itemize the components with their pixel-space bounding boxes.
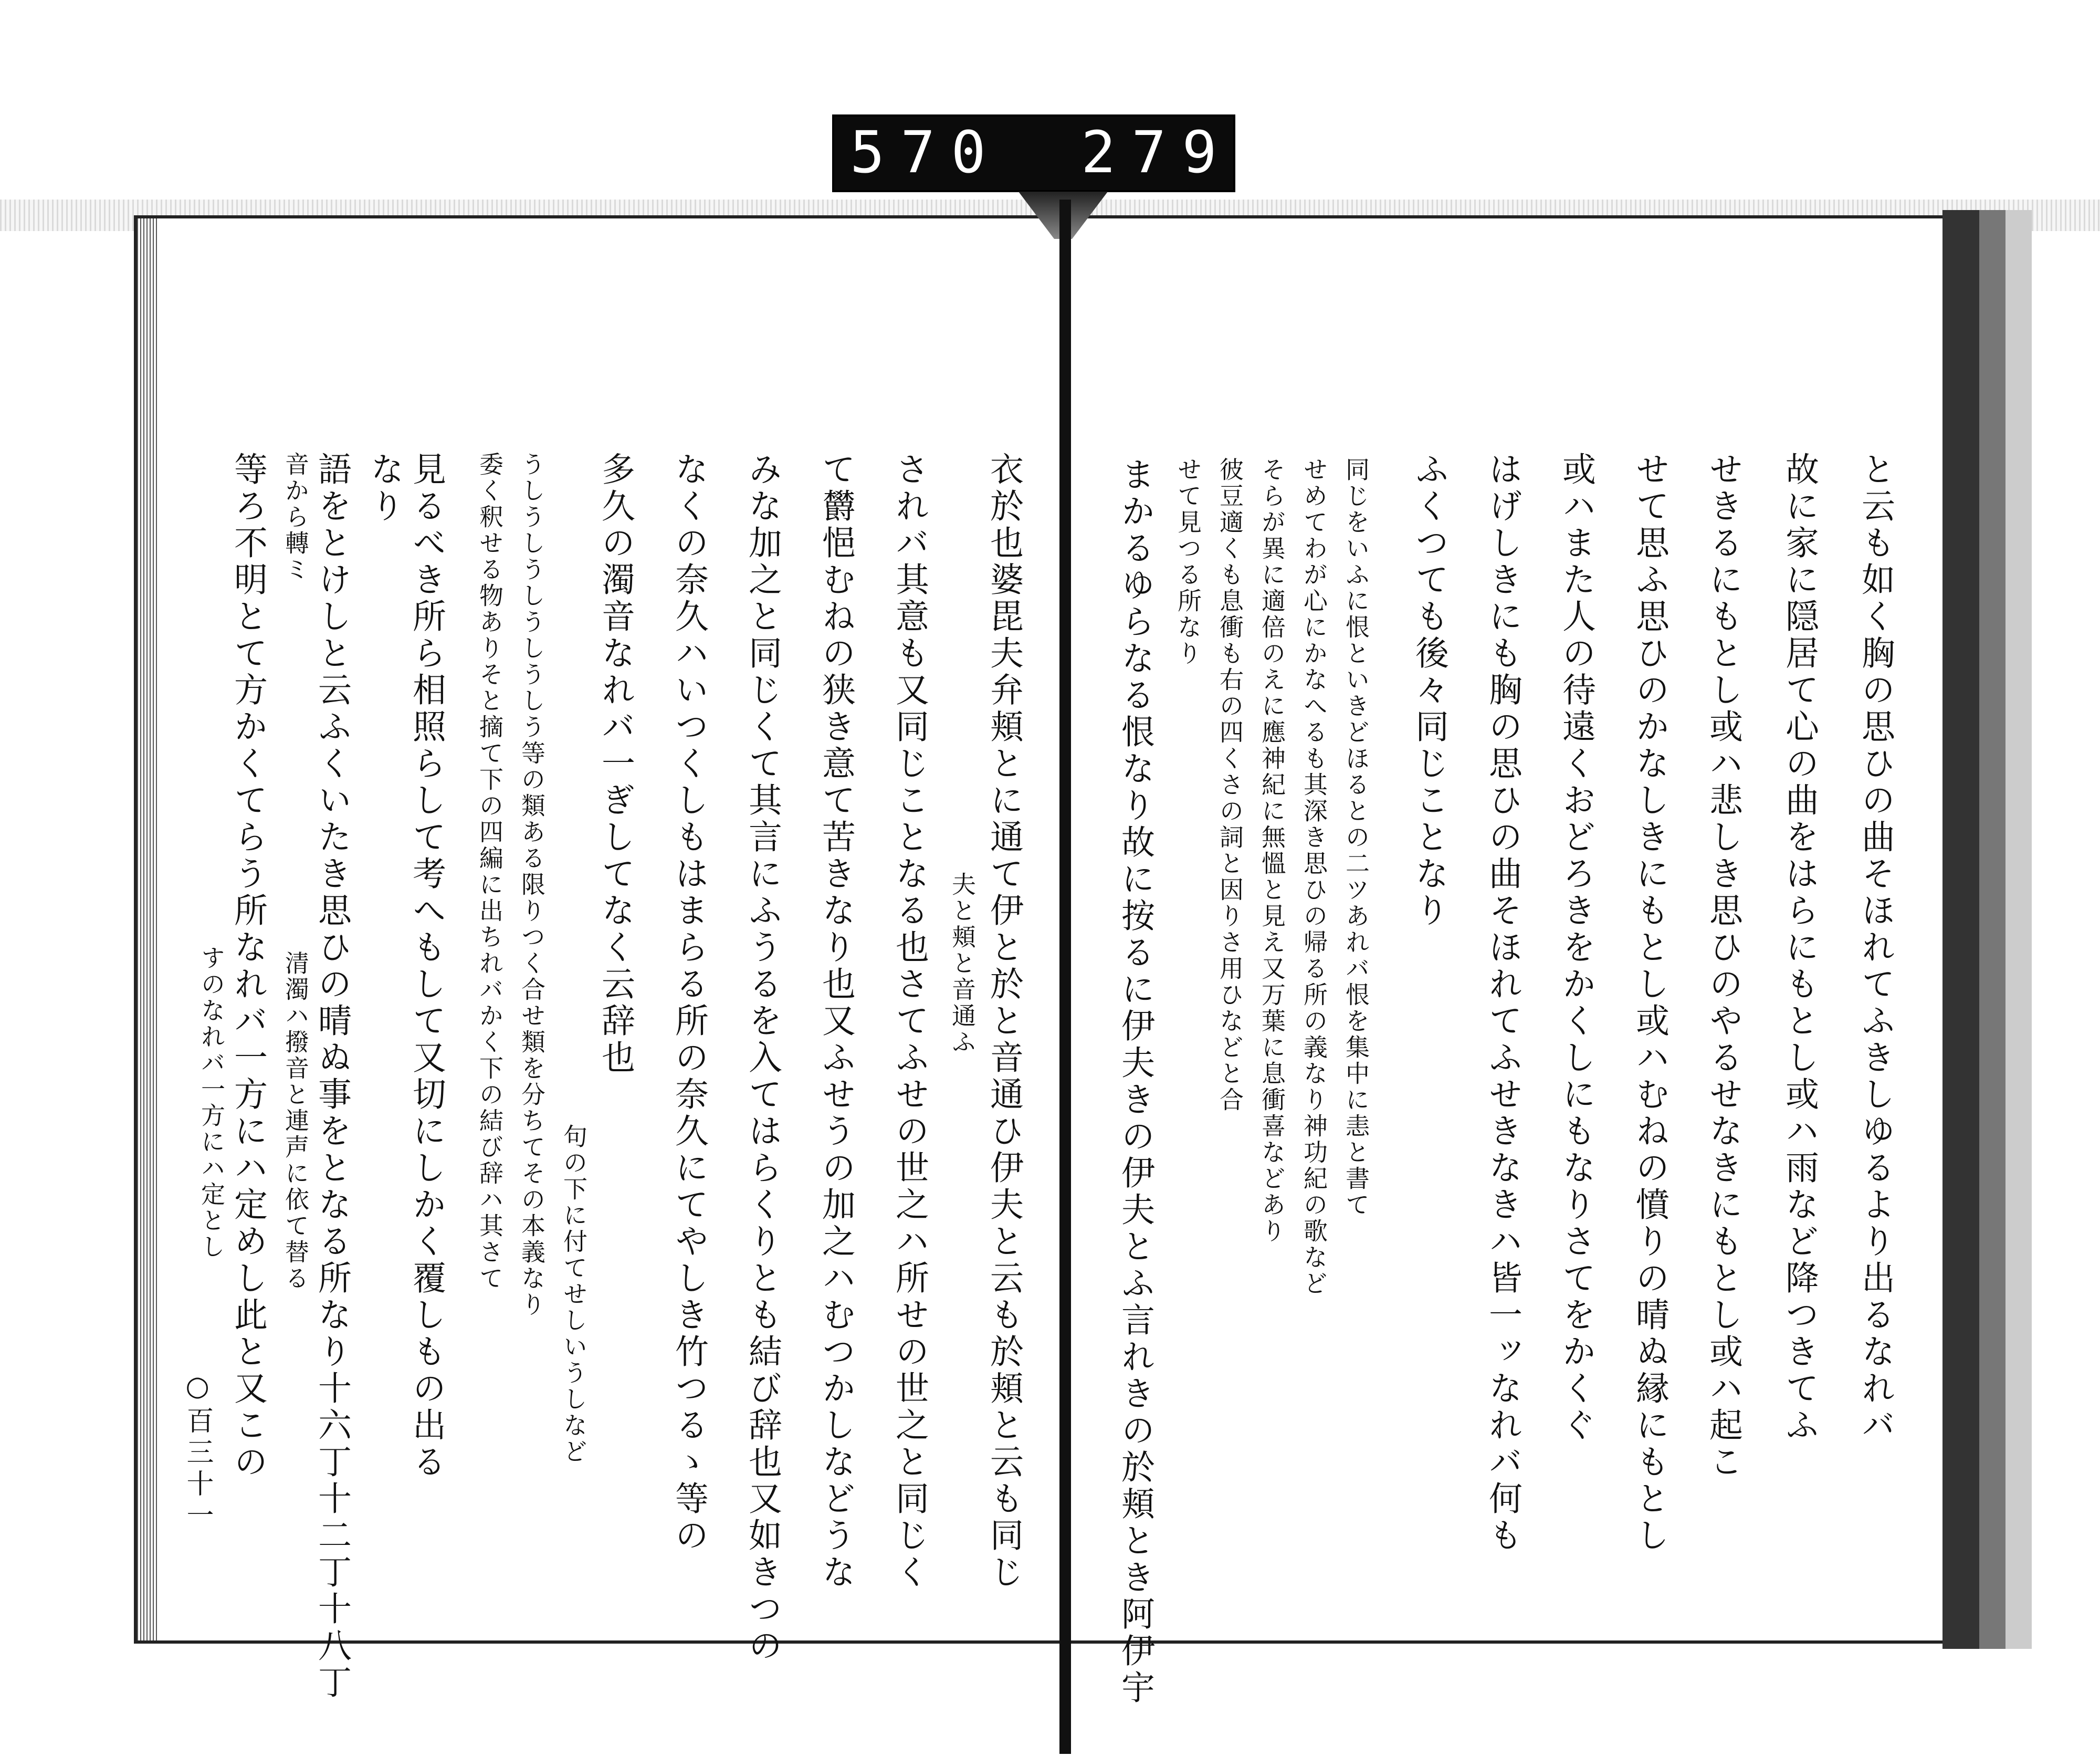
right-col-3: せきるにもとし或ハ悲しき思ひのやるせなきにもとし或ハ起こ xyxy=(1704,452,1742,1481)
right-col-9: せめてわが心にかなへるも其深き思ひの帰る所の義なり神功紀の歌など xyxy=(1300,457,1328,1297)
right-col-11: 彼豆適くも息衝も右の四くさの詞と因りさ用ひなどと合 xyxy=(1216,457,1244,1113)
right-page xyxy=(1066,215,1982,1644)
book-gutter xyxy=(1059,200,1071,1754)
left-col-5: みな加之と同じくて其言にふうるを入てはらくりとも結び辞也又如きつの xyxy=(743,452,782,1665)
film-frame-number: 279. xyxy=(1081,119,1283,186)
left-col-17: すのなれバ一方にハ定とし xyxy=(197,945,226,1260)
left-col-4: て欝悒むねの狭き意て苦きなり也又ふせうの加之ハむつかしなどうな xyxy=(816,452,855,1591)
left-col-1: 衣於也婆毘夫弁頬とに通て伊と於と音通ひ伊夫と云も於頬と云も同じ xyxy=(984,452,1023,1591)
book-fore-edge xyxy=(1942,210,2032,1649)
right-col-5: 或ハまた人の待遠くおどろきをかくしにもなりさてをかくぐ xyxy=(1557,452,1595,1444)
left-col-11: 見るべき所ら相照らして考へもして又切にしかく覆しもの出る xyxy=(407,452,446,1481)
left-col-9: うしうしうしうしうしう等の類ある限りつく合せ類を分ちてその本義なり xyxy=(518,452,546,1318)
right-col-6: はげしきにも胸の思ひの曲そほれてふせきなきハ皆一ッなれバ何も xyxy=(1483,452,1522,1554)
page-number: ○百三十一 xyxy=(182,1371,213,1532)
left-col-7: 多久の濁音なれバ一ぎしてなく云辞也 xyxy=(596,452,635,1076)
left-col-16: 等ろ不明とて方かくてらう所なれバ一方にハ定めし此と又この xyxy=(228,452,267,1481)
left-col-2: 夫と頬と音通ふ xyxy=(948,872,976,1055)
right-col-7: ふくつても後々同じことなり xyxy=(1410,452,1448,929)
left-col-15: 清濁ハ撥音と連声に依て替る xyxy=(281,950,310,1292)
film-reel-number: 570 xyxy=(850,119,1002,186)
film-label xyxy=(832,114,1283,192)
right-col-12: せて見つる所なり xyxy=(1174,457,1202,667)
right-col-10: そらが異に適倍のえに應神紀に無慍と見え又万葉に息衝喜などあり xyxy=(1258,457,1286,1245)
left-col-6: なくの奈久ハいつくしもはまらる所の奈久にてやしき竹つるゝ等の xyxy=(669,452,708,1554)
left-col-13: 語をとけしと云ふくいたき思ひの晴ぬ事をとなる所なり十六丁十二丁十八丁 xyxy=(312,452,351,1701)
left-col-3: されバ其意も又同じことなる也さてふせの世之ハ所せの世之と同じく xyxy=(890,452,929,1591)
right-col-4: せて思ふ思ひのかなしきにもとし或ハむねの憤りの晴ぬ縁にもとし xyxy=(1630,452,1669,1554)
left-col-10: 委く釈せる物ありそと摘て下の四編に出ちれバかく下の結び辞ハ其さて xyxy=(476,452,504,1292)
right-col-8: 同じをいふに恨といきどほるとの二ツあれバ恨を集中に恚と書て xyxy=(1342,457,1370,1218)
right-col-1: と云も如く胸の思ひの曲そほれてふきしゆるより出るなれバ xyxy=(1856,452,1895,1444)
left-col-12: なり xyxy=(365,452,404,525)
left-col-8: 句の下に付てせしいうしなど xyxy=(560,1124,588,1465)
right-col-2: 故に家に隠居て心の曲をはらにもとし或ハ雨など降つきてふ xyxy=(1780,452,1819,1444)
left-col-14: 音から轉ミ xyxy=(281,452,310,583)
right-col-13: まかるゆらなる恨なり故に按るに伊夫きの伊夫とふ言れきの於頬とき阿伊宇 xyxy=(1116,457,1154,1707)
